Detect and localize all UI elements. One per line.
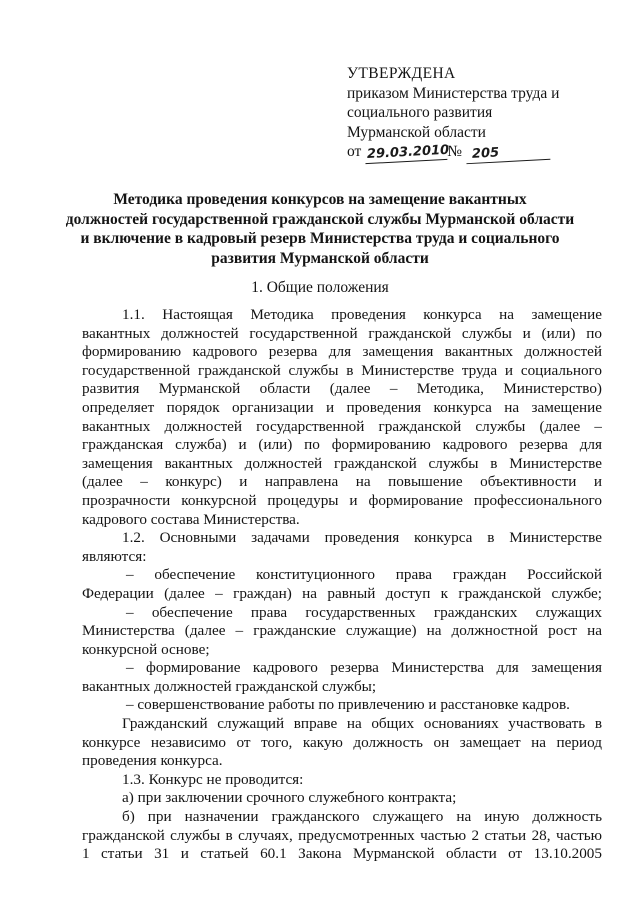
text-line: 1.1. Настоящая Методика проведения конкурса на замещение xyxy=(122,306,602,323)
title-line: развития Мурманской области xyxy=(211,249,429,267)
text-line: конкурсе независимо от того, какую должность он замещает на период xyxy=(82,733,602,751)
date-prefix: от xyxy=(347,143,362,160)
list-item-line: – формирование кадрового резерва Министерства для замещения xyxy=(126,659,602,677)
text-line: гражданской службы в случаях, предусмотренных частью 2 статьи 28, частью xyxy=(82,826,602,844)
approval-heading: УТВЕРЖДЕНА xyxy=(347,65,456,82)
text-line: являются: xyxy=(82,547,147,565)
text-line: государственной гражданской службы в Министерстве труда и социального xyxy=(82,361,602,379)
title-line: и включение в кадровый резерв Министерства труда и социального xyxy=(80,230,560,247)
text-line: а) при заключении срочного служебного контракта; xyxy=(122,789,457,807)
approval-date-line xyxy=(347,142,597,162)
document-title xyxy=(62,190,578,268)
text-line: 1.2. Основными задачами проведения конкурса в Министерстве xyxy=(122,529,602,547)
section-heading: 1. Общие положения xyxy=(251,279,389,296)
text-line: Гражданский служащий вправе на общих основаниях участвовать в xyxy=(122,715,602,733)
text-line: вакантных должностей гражданской службы; xyxy=(82,677,377,695)
text-line: прозрачности конкурсной процедуры и формирование профессионального xyxy=(82,491,602,509)
text-line: кадрового состава Министерства. xyxy=(82,510,300,528)
text-line: 1 статьи 31 и статьей 60.1 Закона Мурманской области от 13.10.2005 xyxy=(82,845,602,863)
text-line: проведения конкурса. xyxy=(82,752,223,770)
approval-stamp xyxy=(347,64,597,162)
text-line: Министерства (далее – гражданские служащие) на должностной рост на xyxy=(82,622,602,640)
text-line: конкурсной основе; xyxy=(82,640,210,658)
text-line: 1.3. Конкурс не проводится: xyxy=(122,770,304,788)
text-line: замещения вакантных должностей гражданской службы в Министерстве xyxy=(82,454,602,472)
text-line: б) при назначении гражданского служащего на иную должность xyxy=(122,808,602,826)
approval-line: приказом Министерства труда и xyxy=(347,84,560,102)
text-line: Федерации (далее – граждан) на равный доступ к гражданской службе; xyxy=(82,584,602,602)
approval-line: социального развития xyxy=(347,104,493,121)
list-item-line: – совершенствование работы по привлечению и расстановке кадров. xyxy=(126,696,570,714)
text-line: вакантных должностей государственной гражданской службы и (или) по xyxy=(82,324,602,342)
number-sign: № xyxy=(447,143,462,160)
list-item-line: – обеспечение права государственных гражданских служащих xyxy=(126,603,602,621)
text-line: (далее – конкурс) и направлена на повышение объективности и xyxy=(82,473,602,491)
text-line: развития Мурманской области (далее – Методика, Министерство) xyxy=(82,380,602,398)
handwritten-number: 205 xyxy=(465,143,550,164)
text-line: определяет порядок организации и проведения конкурса на замещение xyxy=(82,398,602,416)
text-line: гражданская служба) и (или) по формированию кадрового резерва для xyxy=(82,436,602,454)
text-line: вакантных должностей государственной гражданской службы (далее – xyxy=(82,417,602,435)
text-line: формированию кадрового резерва для замещения вакантных должностей xyxy=(82,343,602,361)
document-body xyxy=(82,306,602,864)
title-line: должностей государственной гражданской службы Мурманской области xyxy=(65,210,575,228)
title-line: Методика проведения конкурсов на замещение вакантных xyxy=(113,191,527,208)
handwritten-date: 29.03.2010 xyxy=(365,143,448,164)
list-item-line: – обеспечение конституционного права граждан Российской xyxy=(126,566,602,584)
approval-line: Мурманской области xyxy=(347,123,486,141)
